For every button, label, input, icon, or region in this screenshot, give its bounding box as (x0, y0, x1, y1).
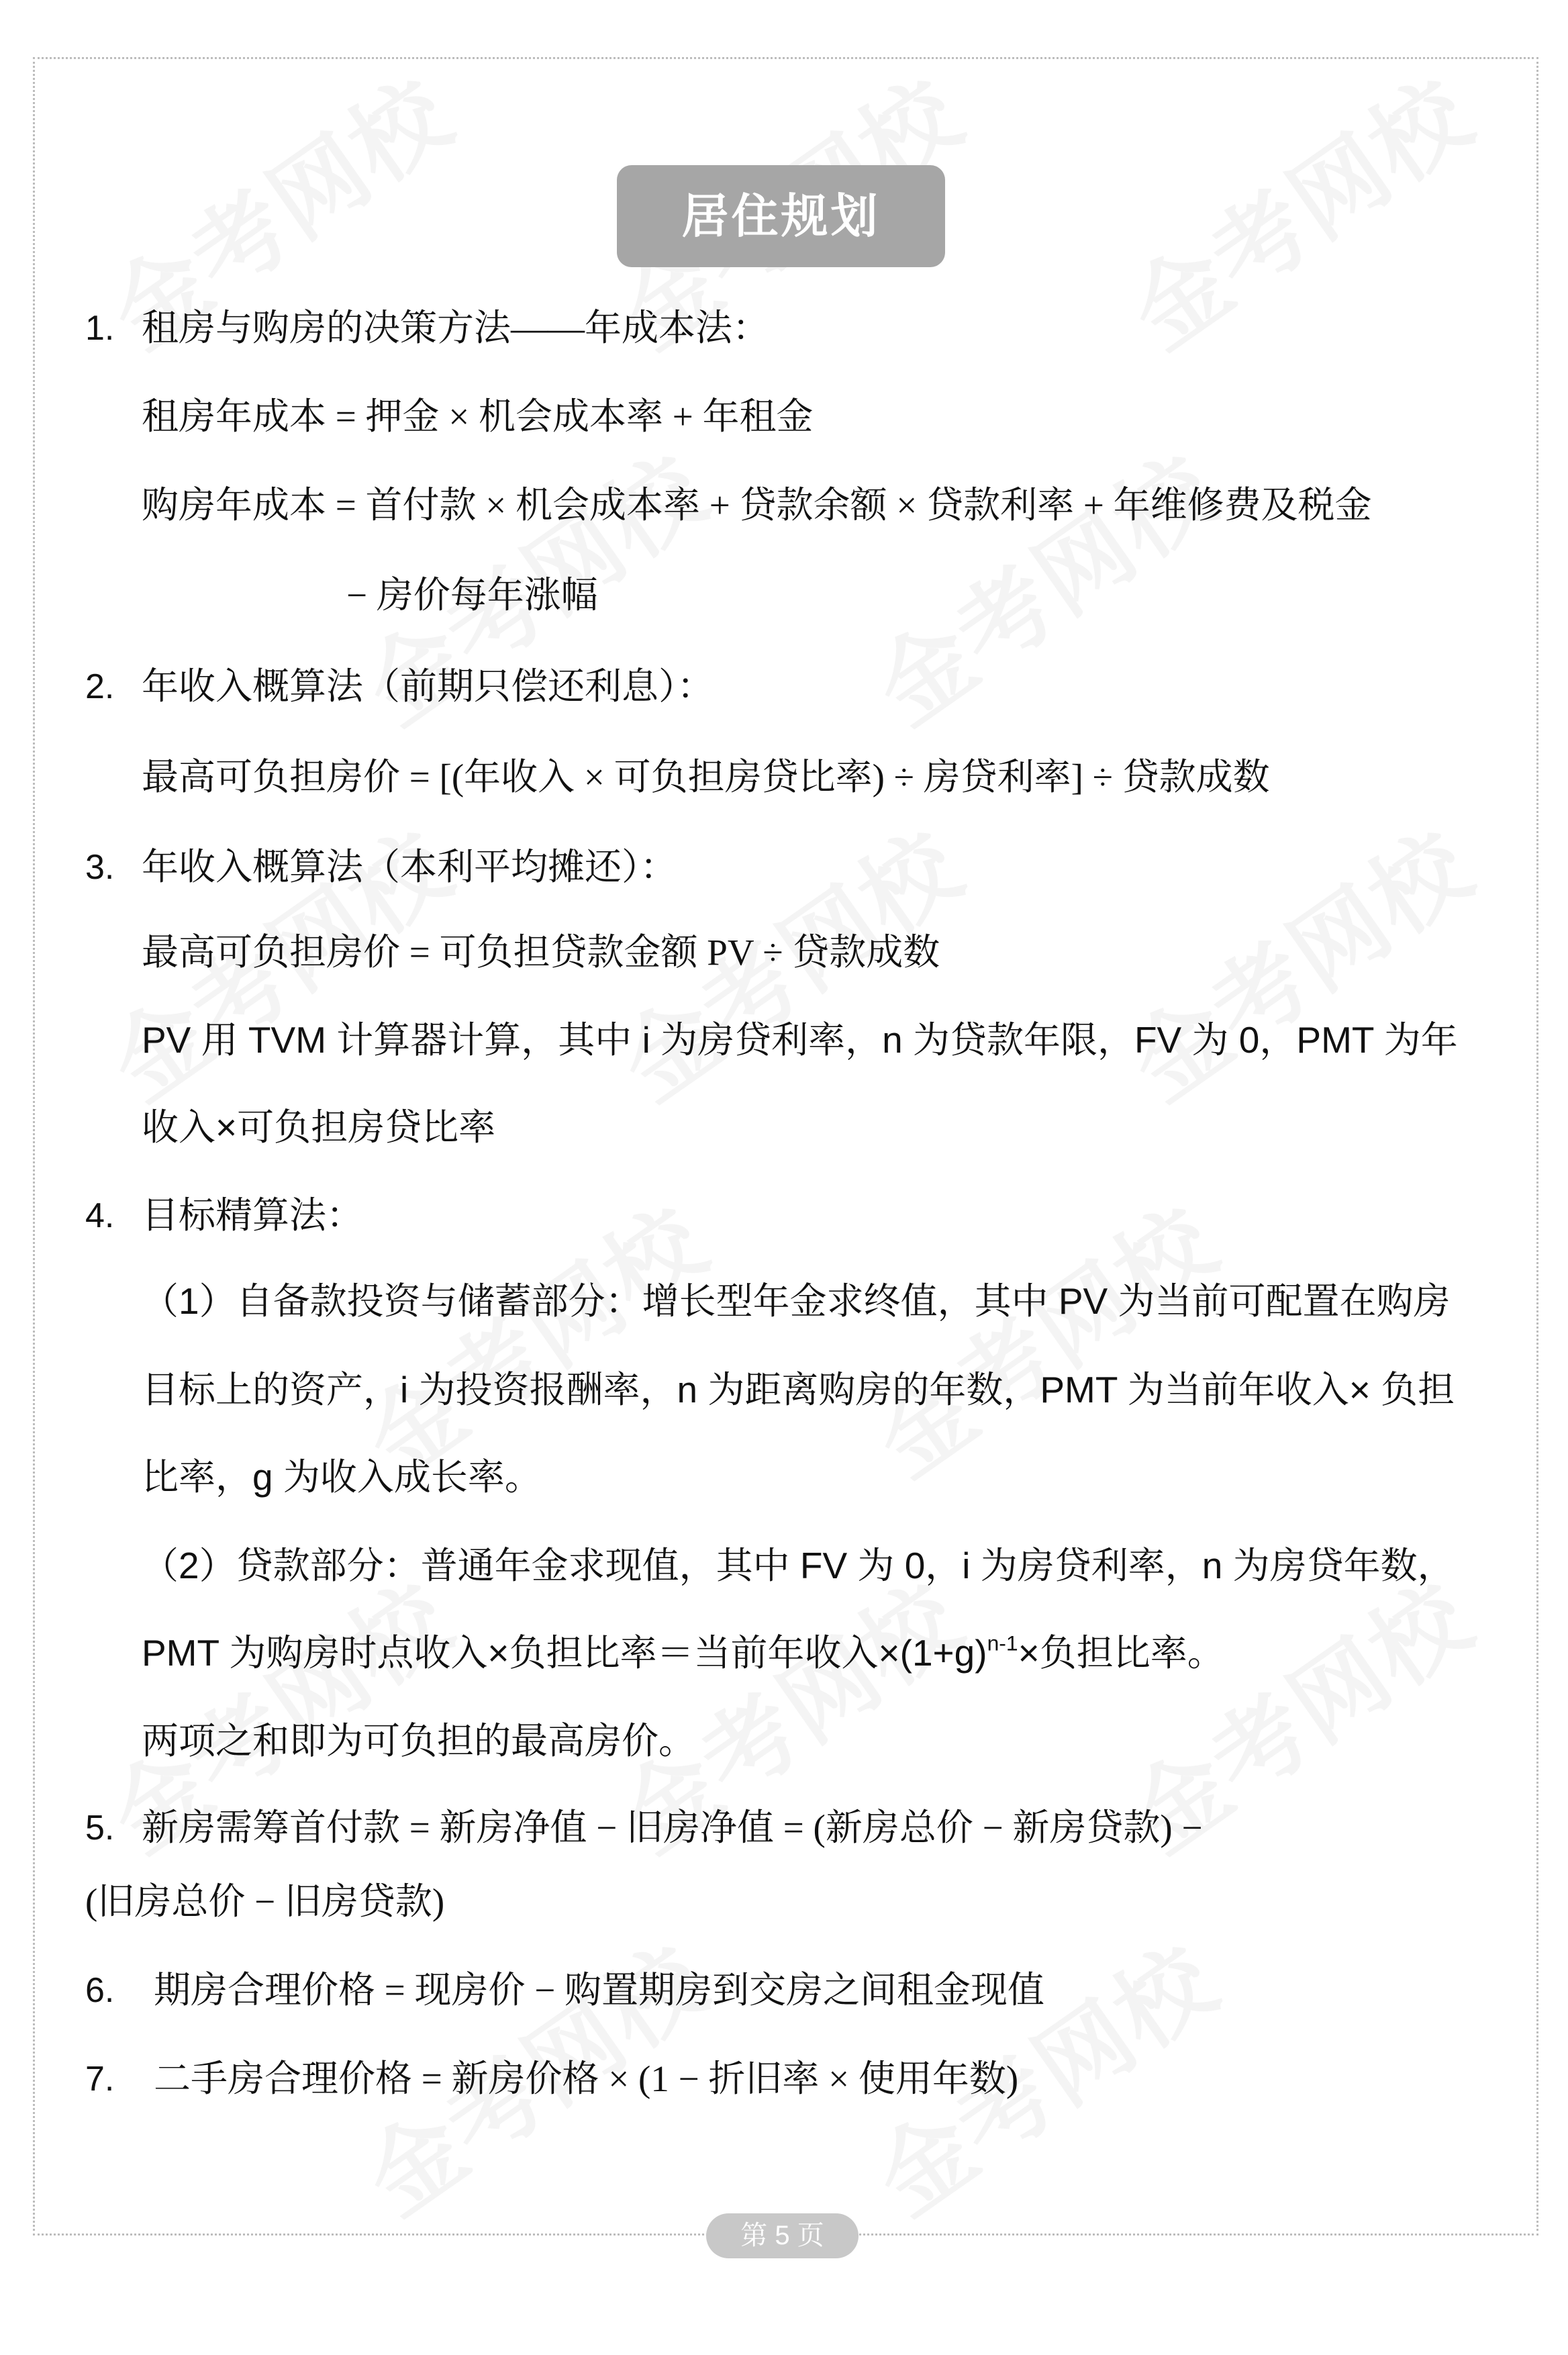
item-heading: 年收入概算法（本利平均摊还）： (142, 847, 677, 887)
item-number: 5. (85, 1809, 115, 1847)
item-heading: 新房需筹首付款 = 新房净值 − 旧房净值 = (新房总价 − 新房贷款) − (142, 1807, 1203, 1848)
item-heading: 年收入概算法（前期只偿还利息）： (142, 666, 714, 707)
item-number: 1. (85, 309, 115, 348)
text-line: 两项之和即为可负担的最高房价。 (142, 1721, 696, 1762)
formula-line: 最高可负担房价 = 可负担贷款金额 PV ÷ 贷款成数 (142, 932, 940, 973)
formula-text: PMT 为购房时点收入×负担比率＝当前年收入×(1+g) (142, 1632, 987, 1674)
text-line: 收入×可负担房贷比率 (142, 1106, 496, 1148)
text-line: 目标上的资产，i 为投资报酬率，n 为距离购房的年数，PMT 为当前年收入× 负担 (142, 1369, 1455, 1410)
item-heading: 目标精算法： (142, 1195, 364, 1236)
text-line: 比率，g 为收入成长率。 (142, 1456, 542, 1498)
text-line: PV 用 TVM 计算器计算，其中 i 为房贷利率，n 为贷款年限，FV 为 0，PMT 为年 (142, 1019, 1458, 1061)
formula-line: 购房年成本 = 首付款 × 机会成本率 + 贷款余额 × 贷款利率 + 年维修费及税金 (142, 485, 1372, 526)
item-number: 3. (85, 848, 115, 887)
page-number-badge: 第 5 页 (706, 2213, 859, 2258)
item-heading: 二手房合理价格 = 新房价格 × (1 − 折旧率 × 使用年数) (154, 2058, 1019, 2099)
formula-line-continued: (旧房总价 − 旧房贷款) (85, 1881, 445, 1922)
text-line: （1）自备款投资与储蓄部分：增长型年金求终值，其中 PV 为当前可配置在购房 (142, 1280, 1451, 1322)
formula-line: 最高可负担房价 = [(年收入 × 可负担房贷比率) ÷ 房贷利率] ÷ 贷款成数 (142, 757, 1270, 798)
formula-line: 租房年成本 = 押金 × 机会成本率 + 年租金 (142, 396, 814, 437)
formula-line-continued: − 房价每年涨幅 (346, 575, 598, 616)
item-number: 6. (85, 1971, 115, 2010)
text-line: （2）贷款部分：普通年金求现值，其中 FV 为 0，i 为房贷利率，n 为房贷年数， (142, 1545, 1455, 1586)
item-heading: 租房与购房的决策方法——年成本法： (142, 307, 770, 348)
page-title: 居住规划 (617, 165, 945, 267)
formula-exponent: n-1 (987, 1631, 1018, 1655)
item-number: 7. (85, 2060, 115, 2099)
item-heading: 期房合理价格 = 现房价 − 购置期房到交房之间租金现值 (154, 1970, 1045, 2011)
formula-text: ×负担比率。 (1018, 1632, 1224, 1674)
item-number: 4. (85, 1196, 115, 1235)
pmt-formula-line (142, 1631, 1224, 1675)
item-number: 2. (85, 667, 115, 706)
